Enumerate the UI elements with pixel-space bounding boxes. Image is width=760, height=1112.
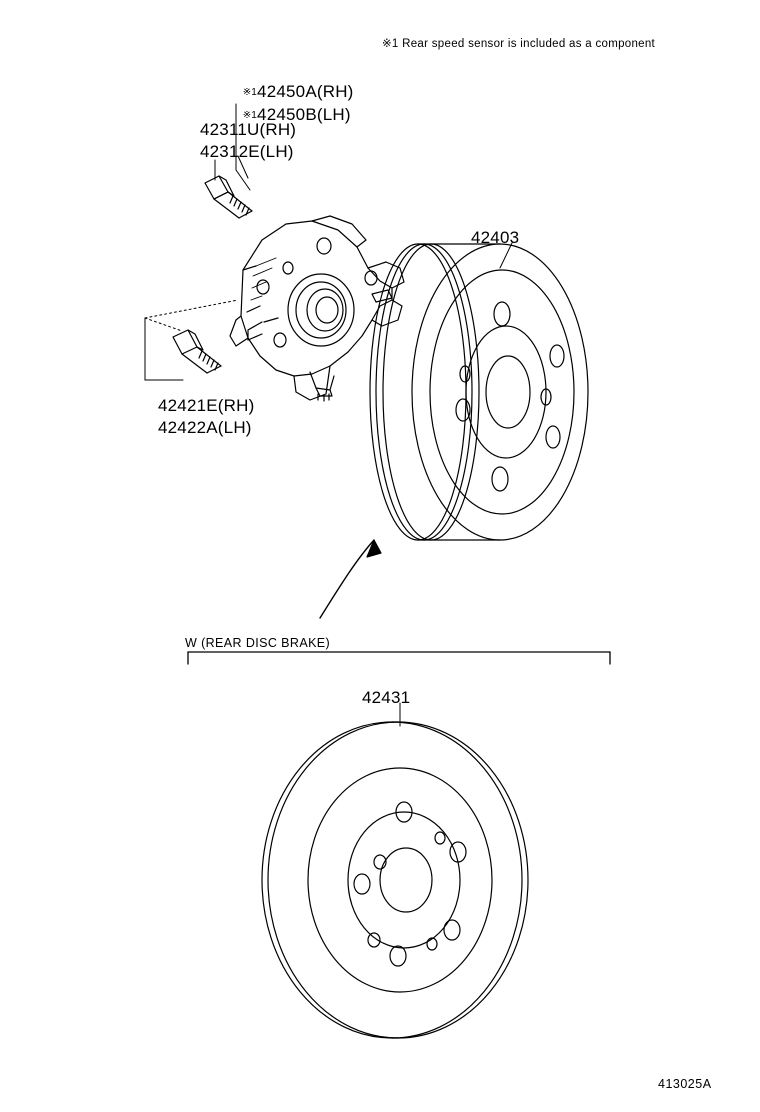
- section-bracket-label: W (REAR DISC BRAKE): [185, 636, 331, 650]
- figure-code: 413025A: [658, 1077, 712, 1091]
- asterisk-mark-icon: ※1: [242, 87, 258, 98]
- part-label-42431: 42431: [362, 688, 411, 707]
- component-note: ※1 Rear speed sensor is included as a component: [382, 38, 656, 50]
- asterisk-mark-icon: ※1: [242, 110, 258, 121]
- part-label-42311U: 42311U(RH): [200, 120, 297, 139]
- part-label-42312E: 42312E(LH): [200, 142, 294, 161]
- part-label-42403: 42403: [471, 228, 520, 247]
- part-number-text: 42450A(RH): [257, 82, 354, 101]
- part-label-42422A: 42422A(LH): [158, 418, 252, 437]
- part-label-42421E: 42421E(RH): [158, 396, 255, 415]
- part-number-text: 42450B(LH): [257, 105, 351, 124]
